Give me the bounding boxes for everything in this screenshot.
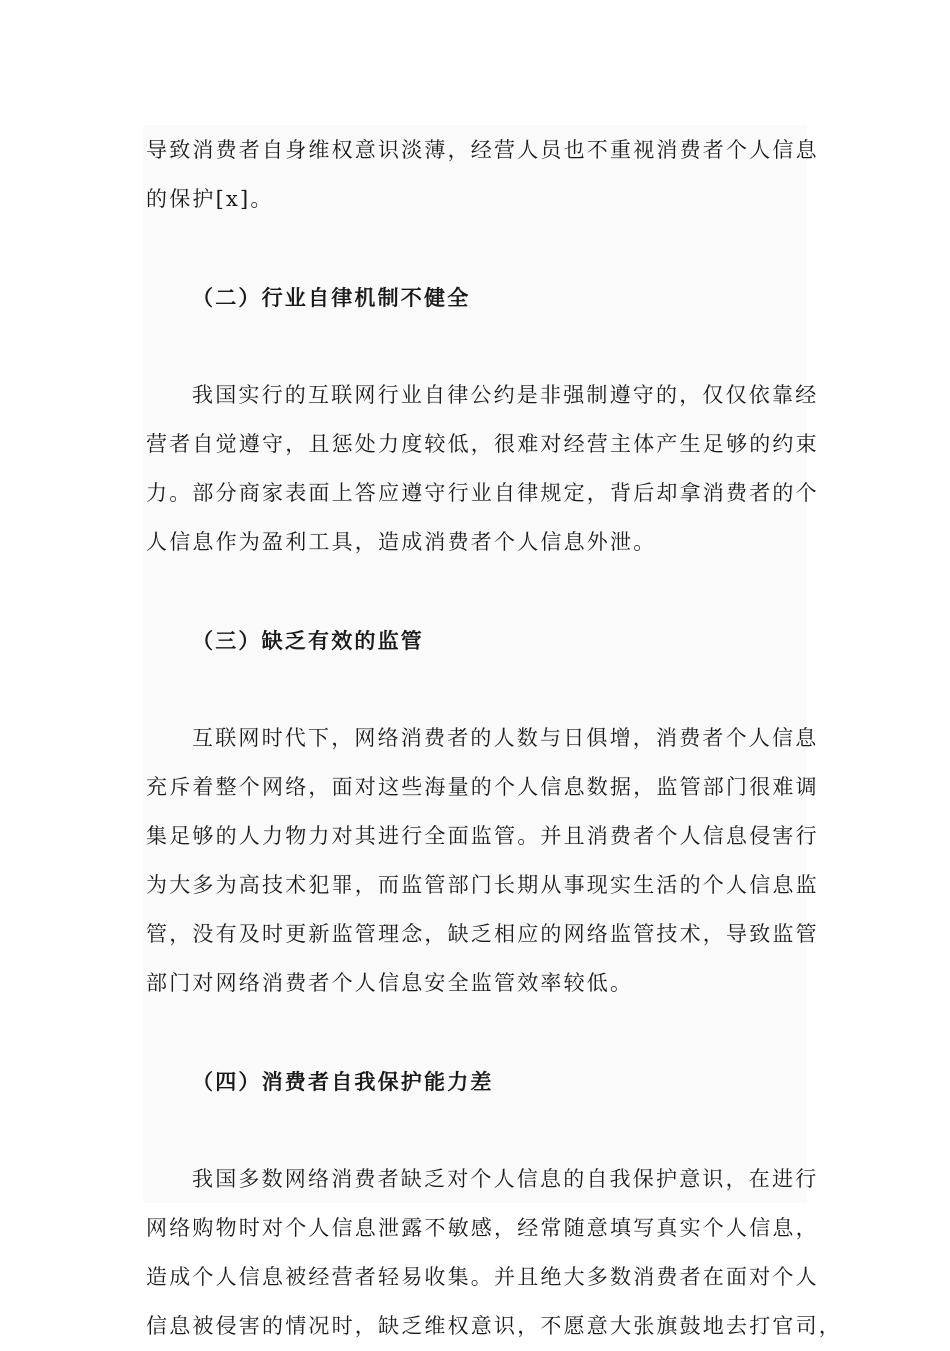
paragraph <box>146 371 819 567</box>
text-line: 营者自觉遵守，且惩处力度较低，很难对经营主体产生足够的约束 <box>146 432 819 456</box>
block-spacer <box>146 567 796 616</box>
text-line: 管，没有及时更新监管理念，缺乏相应的网络监管技术，导致监管 <box>146 922 819 946</box>
text-line: 网络购物时对个人信息泄露不敏感，经常随意填写真实个人信息， <box>146 1216 819 1240</box>
text-line: 为大多为高技术犯罪，而监管部门长期从事现实生活的个人信息监 <box>146 873 819 897</box>
text-line: 力。部分商家表面上答应遵守行业自律规定，背后却拿消费者的个 <box>146 481 819 505</box>
block-spacer <box>146 322 796 371</box>
section-heading <box>146 273 796 322</box>
text-line: （三）缺乏有效的监管 <box>192 628 424 653</box>
text-line: （四）消费者自我保护能力差 <box>192 1069 494 1094</box>
paragraph <box>146 1155 842 1351</box>
text-line: 造成个人信息被经营者轻易收集。并且绝大多数消费者在面对个人 <box>146 1265 819 1289</box>
block-spacer <box>146 665 796 714</box>
text-line: 人信息作为盈利工具，造成消费者个人信息外泄。 <box>146 530 657 554</box>
text-line: 互联网时代下，网络消费者的人数与日俱增，消费者个人信息 <box>192 726 819 750</box>
text-line: 导致消费者自身维权意识淡薄，经营人员也不重视消费者个人信息 <box>146 138 819 162</box>
text-line: 的保护[x]。 <box>146 187 274 211</box>
paragraph <box>146 126 819 224</box>
paragraph <box>146 714 819 1008</box>
text-line: （二）行业自律机制不健全 <box>192 285 471 310</box>
block-spacer <box>146 1008 796 1057</box>
block-spacer <box>146 224 796 273</box>
text-line: 集足够的人力物力对其进行全面监管。并且消费者个人信息侵害行 <box>146 824 819 848</box>
text-line: 部门对网络消费者个人信息安全监管效率较低。 <box>146 971 634 995</box>
section-heading <box>146 616 796 665</box>
text-line: 信息被侵害的情况时，缺乏维权意识，不愿意大张旗鼓地去打官司， <box>146 1314 842 1338</box>
section-heading <box>146 1057 796 1106</box>
text-line: 我国实行的互联网行业自律公约是非强制遵守的，仅仅依靠经 <box>192 383 819 407</box>
block-spacer <box>146 1106 796 1155</box>
text-line: 充斥着整个网络，面对这些海量的个人信息数据，监管部门很难调 <box>146 775 819 799</box>
document-body <box>146 126 842 1351</box>
text-line: 我国多数网络消费者缺乏对个人信息的自我保护意识，在进行 <box>192 1167 819 1191</box>
